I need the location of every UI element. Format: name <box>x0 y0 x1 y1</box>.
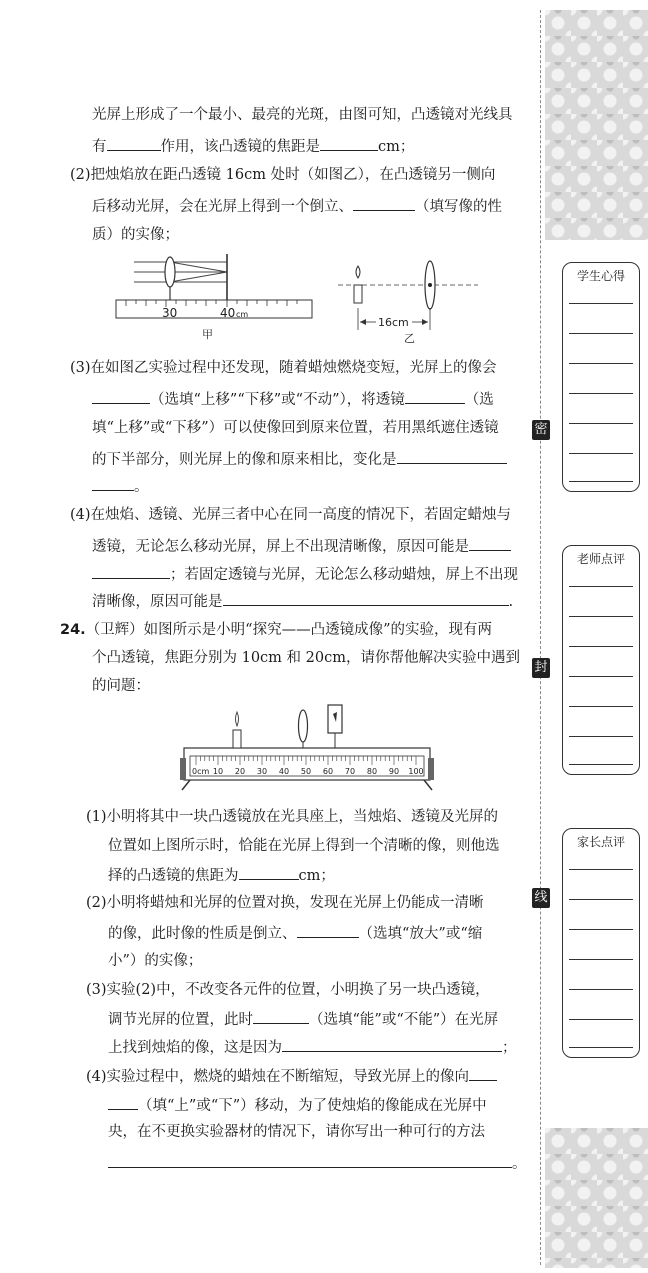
answer-blank[interactable] <box>397 448 507 464</box>
writing-line <box>569 586 633 587</box>
text: cm； <box>298 868 335 884</box>
tick-label-30: 30 <box>162 306 178 320</box>
writing-line <box>569 646 633 647</box>
scale-label: 30 <box>256 767 268 776</box>
answer-blank[interactable] <box>320 135 378 151</box>
decorative-pattern-bottom <box>545 1128 648 1268</box>
optical-bench-figure <box>176 700 438 792</box>
tick-unit: cm <box>236 310 249 319</box>
s4-line2 <box>108 1094 487 1116</box>
answer-blank[interactable] <box>469 1065 497 1081</box>
answer-blank[interactable] <box>92 563 170 579</box>
seal-mi: 密 <box>532 420 550 440</box>
answer-blank[interactable] <box>469 535 511 551</box>
q3-line4 <box>92 448 507 470</box>
scale-label: 10 <box>212 767 224 776</box>
text: （选填“能”或“不能”）在光屏 <box>309 1012 499 1028</box>
writing-line <box>569 869 633 870</box>
q24-line2: 个凸透镜，焦距分别为 10cm 和 20cm，请你帮他解决实验中遇到 <box>92 650 520 666</box>
q24-line3: 的问题： <box>92 678 150 694</box>
writing-line <box>569 1047 633 1048</box>
s3-line2 <box>108 1008 498 1030</box>
writing-line <box>569 989 633 990</box>
writing-line <box>569 736 633 737</box>
question-number: 24. <box>60 622 86 638</box>
seal-xian: 线 <box>532 888 550 908</box>
scale-label: 100 <box>408 767 424 776</box>
q4-line1: (4)在烛焰、透镜、光屏三者中心在同一高度的情况下，若固定蜡烛与 <box>70 507 512 523</box>
s1-line3 <box>108 864 335 886</box>
s3-line3 <box>108 1036 517 1058</box>
s3-line1: (3)实验(2)中，不改变各元件的位置，小明换了另一块凸透镜， <box>86 982 490 998</box>
text: 的像，此时像的性质是倒立、 <box>108 926 297 942</box>
distance-label: 16cm <box>378 316 409 329</box>
q3-line2 <box>92 388 494 410</box>
q2-line2 <box>92 195 502 217</box>
scale-label: 0cm <box>192 767 210 776</box>
student-notes-box[interactable] <box>562 262 640 492</box>
answer-blank[interactable] <box>108 1094 138 1110</box>
text: 有 <box>92 139 107 155</box>
answer-blank[interactable] <box>223 590 509 606</box>
q4-line2 <box>92 535 511 557</box>
answer-blank[interactable] <box>239 864 299 880</box>
box-title: 家长点评 <box>576 835 625 849</box>
writing-line <box>569 481 633 482</box>
writing-line <box>569 303 633 304</box>
writing-line <box>569 764 633 765</box>
scale-label: 90 <box>388 767 400 776</box>
s4-line1 <box>86 1065 497 1087</box>
writing-line <box>569 333 633 334</box>
text: （卫辉）如图所示是小明“探究——凸透镜成像”的实验，现有两 <box>85 622 493 638</box>
writing-line <box>569 676 633 677</box>
parent-comment-box[interactable] <box>562 828 640 1058</box>
text: (4)实验过程中，燃烧的蜡烛在不断缩短，导致光屏上的像向 <box>86 1069 470 1085</box>
text: 。 <box>512 1156 527 1172</box>
s4-line4 <box>108 1152 527 1174</box>
s1-line1: (1)小明将其中一块凸透镜放在光具座上，当烛焰、透镜及光屏的 <box>86 809 499 825</box>
writing-line <box>569 453 633 454</box>
q2-line1: (2)把烛焰放在距凸透镜 16cm 处时（如图乙），在凸透镜另一侧向 <box>70 167 496 183</box>
q3-line5 <box>92 475 149 497</box>
answer-blank[interactable] <box>92 475 134 491</box>
text: . <box>508 594 514 610</box>
text: 清晰像，原因可能是 <box>92 594 223 610</box>
writing-line <box>569 1019 633 1020</box>
figure-jia <box>112 250 322 345</box>
text: 调节光屏的位置，此时 <box>108 1012 253 1028</box>
q-cont-line1: 光屏上形成了一个最小、最亮的光斑，由图可知，凸透镜对光线具 <box>92 107 513 123</box>
s1-line2: 位置如上图所示时，恰能在光屏上得到一个清晰的像，则他选 <box>108 838 500 854</box>
box-title: 学生心得 <box>576 269 625 283</box>
answer-blank[interactable] <box>92 388 150 404</box>
decorative-pattern-top <box>545 10 648 240</box>
text: 透镜，无论怎么移动光屏，屏上不出现清晰像，原因可能是 <box>92 539 469 555</box>
seal-feng: 封 <box>532 658 550 678</box>
answer-blank[interactable] <box>107 135 161 151</box>
text: （选 <box>464 392 494 408</box>
writing-line <box>569 616 633 617</box>
q4-line4 <box>92 590 513 612</box>
text: （填“上”或“下”）移动，为了使烛焰的像能成在光屏中 <box>138 1098 487 1114</box>
text: cm； <box>378 139 415 155</box>
figure-label-yi: 乙 <box>404 332 415 345</box>
figure-yi <box>338 250 488 345</box>
writing-line <box>569 706 633 707</box>
text: （选填“上移”“下移”或“不动”），将透镜 <box>150 392 405 408</box>
text: 上找到烛焰的像，这是因为 <box>108 1040 282 1056</box>
text: 择的凸透镜的焦距为 <box>108 868 239 884</box>
teacher-comment-box[interactable] <box>562 545 640 775</box>
scale-label: 70 <box>344 767 356 776</box>
scale-label: 40 <box>278 767 290 776</box>
answer-blank[interactable] <box>297 922 359 938</box>
scale-label: 80 <box>366 767 378 776</box>
text: 作用，该凸透镜的焦距是 <box>160 139 320 155</box>
s4-line3: 央，在不更换实验器材的情况下，请你写出一种可行的方法 <box>108 1124 485 1140</box>
answer-blank[interactable] <box>353 195 415 211</box>
text: （填写像的性 <box>415 199 502 215</box>
tick-label-40: 40 <box>220 306 236 320</box>
text: 。 <box>134 479 149 495</box>
figure-label-jia: 甲 <box>202 328 213 341</box>
writing-line <box>569 363 633 364</box>
box-title: 老师点评 <box>576 552 625 566</box>
q-cont-line2 <box>92 135 414 157</box>
answer-blank[interactable] <box>405 388 465 404</box>
q3-line3: 填“上移”或“下移”）可以使像回到原来位置，若用黑纸遮住透镜 <box>92 420 499 436</box>
q3-line1: (3)在如图乙实验过程中还发现，随着蜡烛燃烧变短，光屏上的像会 <box>70 360 497 376</box>
answer-blank[interactable] <box>253 1008 309 1024</box>
answer-blank[interactable] <box>282 1036 502 1052</box>
q4-line3 <box>92 563 518 585</box>
scale-label: 20 <box>234 767 246 776</box>
text: 的下半部分，则光屏上的像和原来相比，变化是 <box>92 452 397 468</box>
s2-line2 <box>108 922 482 944</box>
binding-line <box>540 10 541 1265</box>
scale-label: 50 <box>300 767 312 776</box>
s2-line3: 小”）的实像； <box>108 953 203 969</box>
answer-blank[interactable] <box>108 1152 512 1168</box>
writing-line <box>569 959 633 960</box>
text: ；若固定透镜与光屏，无论怎么移动蜡烛，屏上不出现 <box>170 567 518 583</box>
text: 后移动光屏，会在光屏上得到一个倒立、 <box>92 199 353 215</box>
scale-label: 60 <box>322 767 334 776</box>
text: （选填“放大”或“缩 <box>358 926 483 942</box>
writing-line <box>569 899 633 900</box>
q24-line1 <box>60 620 492 640</box>
writing-line <box>569 423 633 424</box>
writing-line <box>569 929 633 930</box>
q2-line3: 质）的实像； <box>92 227 179 243</box>
text: ； <box>502 1040 517 1056</box>
s2-line1: (2)小明将蜡烛和光屏的位置对换，发现在光屏上仍能成一清晰 <box>86 895 484 911</box>
writing-line <box>569 393 633 394</box>
